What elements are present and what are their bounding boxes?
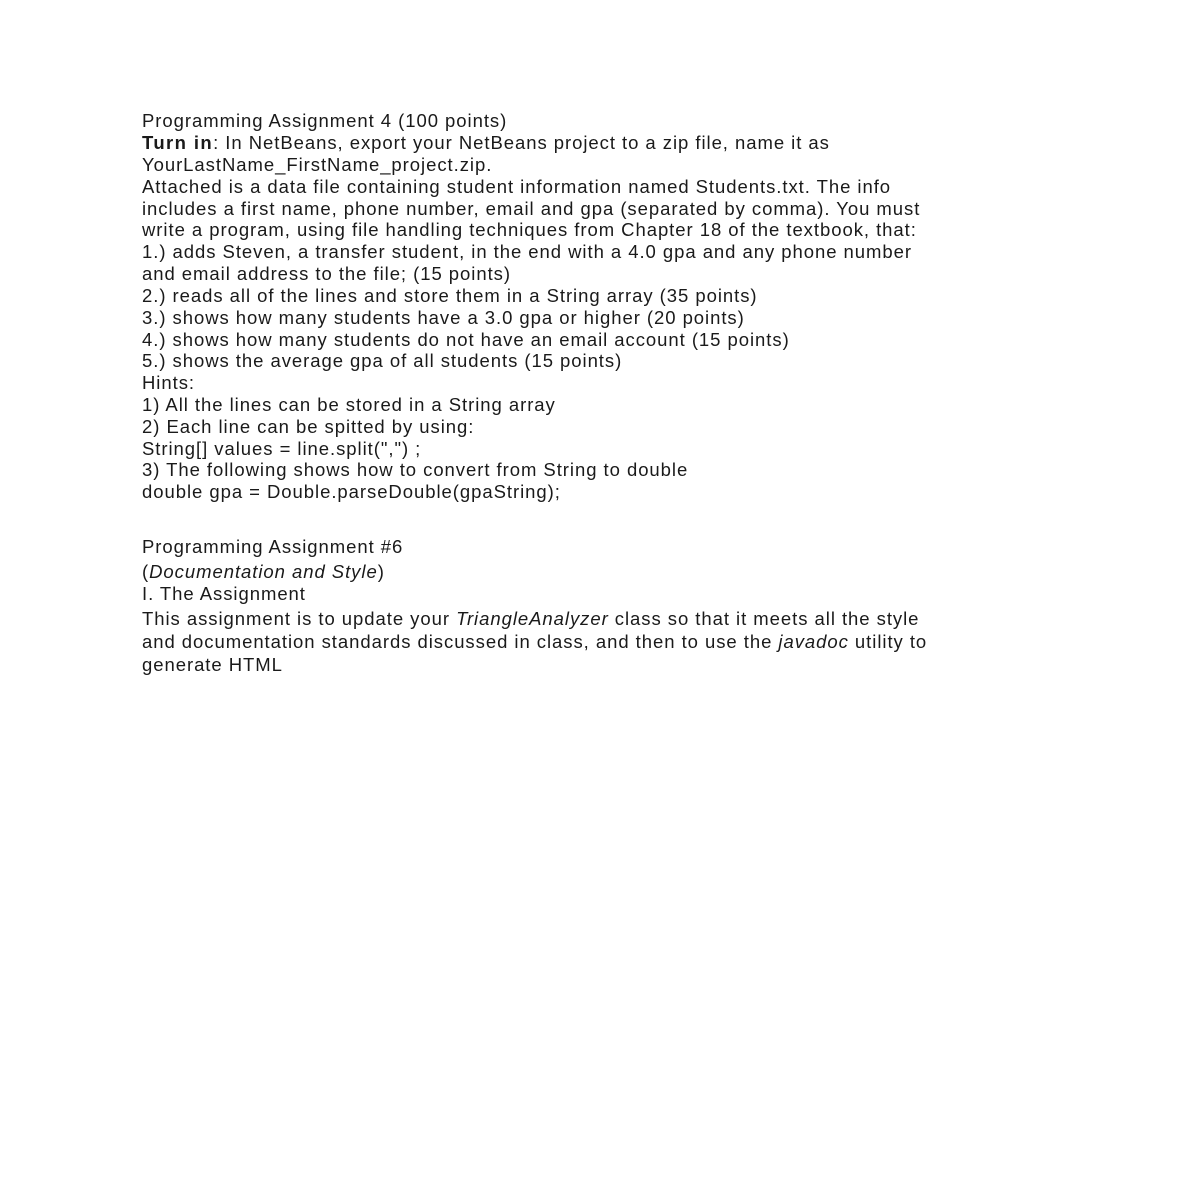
text: and documentation standards discussed in class, and then to use the (142, 631, 779, 652)
code-line: double gpa = Double.parseDouble(gpaString); (142, 481, 561, 502)
hint-line: 2) Each line can be spitted by using: (142, 416, 475, 437)
text: class so that it meets all the style (608, 608, 920, 629)
paragraph-line (142, 631, 927, 653)
subtitle-italic: Documentation and Style (149, 561, 378, 582)
paren: ) (377, 561, 385, 582)
paren: ( (142, 561, 150, 582)
hint-line: 1) All the lines can be stored in a String array (142, 394, 556, 415)
class-name: TriangleAnalyzer (456, 608, 609, 629)
tool-name: javadoc (778, 631, 849, 652)
assignment4-title: Programming Assignment 4 (100 points) (142, 110, 508, 131)
assignment6-subtitle (142, 561, 385, 583)
body-line: Attached is a data file containing student information named Students.txt. The info (142, 176, 892, 197)
body-line: 4.) shows how many students do not have an email account (15 points) (142, 329, 790, 350)
assignment6-title: Programming Assignment #6 (142, 536, 404, 557)
paragraph-line (142, 608, 919, 630)
hint-line: 3) The following shows how to convert from String to double (142, 459, 689, 480)
text: This assignment is to update your (142, 608, 457, 629)
project-filename: YourLastName_FirstName_project.zip. (142, 154, 493, 175)
section-heading: I. The Assignment (142, 583, 306, 604)
text: utility to (848, 631, 928, 652)
body-line: 2.) reads all of the lines and store them in a String array (35 points) (142, 285, 758, 306)
turn-in-text: : In NetBeans, export your NetBeans project to a zip file, name it as (213, 132, 830, 153)
body-line: 5.) shows the average gpa of all students (15 points) (142, 350, 623, 371)
turn-in-label: Turn in (142, 132, 214, 153)
body-line: 3.) shows how many students have a 3.0 gpa or higher (20 points) (142, 307, 745, 328)
code-line: String[] values = line.split(",") ; (142, 438, 422, 459)
body-line: write a program, using file handling techniques from Chapter 18 of the textbook, that: (142, 219, 917, 240)
body-line: 1.) adds Steven, a transfer student, in the end with a 4.0 gpa and any phone number (142, 241, 912, 262)
body-line: includes a first name, phone number, email and gpa (separated by comma). You must (142, 198, 921, 219)
body-line: and email address to the file; (15 points) (142, 263, 511, 284)
turn-in-line (142, 132, 830, 154)
paragraph-line: generate HTML (142, 654, 283, 675)
hints-heading: Hints: (142, 372, 195, 393)
